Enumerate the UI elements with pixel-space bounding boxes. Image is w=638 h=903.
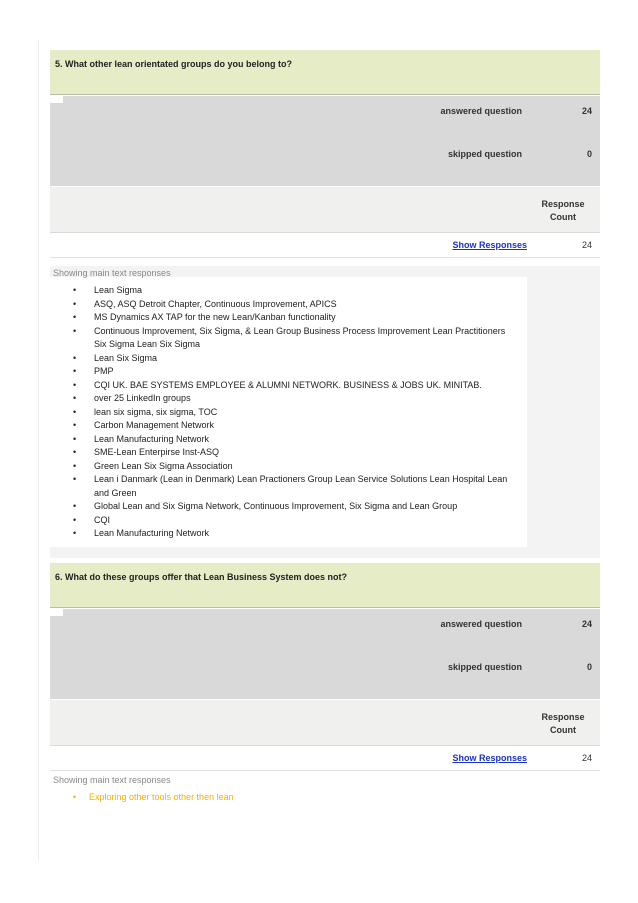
q6-title: 6. What do these groups offer that Lean Business System does not? [55,572,348,582]
list-item: • Continuous Improvement, Six Sigma, & Lean Group Business Process Improvement Lean Practitioners Six Sigma Lean Six Sigma [54,325,514,352]
list-item: • Lean Manufacturing Network [54,433,514,447]
q6-skipped-value: 0 [586,662,592,672]
q6-answered-value: 24 [581,619,592,629]
list-item: • SME-Lean Enterpirse Inst-ASQ [54,446,514,460]
list-item: • Lean Sigma [54,284,514,298]
list-item: • over 25 LinkedIn groups [54,392,514,406]
q5-show-responses-row [50,234,600,258]
q6-stats-panel [50,609,600,699]
list-item: • Exploring other tools other then lean [54,791,234,805]
q6-show-responses-link[interactable]: Show Responses [452,753,527,763]
list-item: • Carbon Management Network [54,419,514,433]
q5-title: 5. What other lean orientated groups do you belong to? [55,59,293,69]
q5-response-count-header [50,187,600,233]
q6-skipped-label: skipped question [447,662,522,672]
list-item: • Lean Manufacturing Network [54,527,514,541]
q6-response-list [54,791,234,805]
q6-response-count-label: Response Count [541,712,585,735]
q6-header [50,563,600,608]
q5-stats-panel [50,96,600,186]
q5-response-count: 24 [581,240,592,250]
q6-answered-label: answered question [440,619,522,629]
q5-answered-label: answered question [440,106,522,116]
q5-header [50,50,600,95]
list-item: • ASQ, ASQ Detroit Chapter, Continuous Improvement, APICS [54,298,514,312]
q5-skipped-label: skipped question [447,149,522,159]
list-item: • PMP [54,365,514,379]
q6-showing-label: Showing main text responses [53,775,171,785]
q5-response-count-label: Response Count [541,199,585,222]
q6-show-responses-row [50,747,600,771]
q5-skipped-value: 0 [586,149,592,159]
q6-response-count: 24 [581,753,592,763]
list-item: • MS Dynamics AX TAP for the new Lean/Kanban functionality [54,311,514,325]
list-item: • CQI [54,514,514,528]
page-left-rule [38,40,39,860]
q5-showing-label: Showing main text responses [53,268,171,278]
list-item: • Lean Six Sigma [54,352,514,366]
q5-answered-value: 24 [581,106,592,116]
q5-response-list [54,284,514,541]
list-item: • Lean i Danmark (Lean in Denmark) Lean Practioners Group Lean Service Solutions Lean Hospital Lean and Green [54,473,514,500]
list-item: • Green Lean Six Sigma Association [54,460,514,474]
q6-response-count-header [50,700,600,746]
q5-show-responses-link[interactable]: Show Responses [452,240,527,250]
list-item: • Global Lean and Six Sigma Network, Continuous Improvement, Six Sigma and Lean Group [54,500,514,514]
list-item: • lean six sigma, six sigma, TOC [54,406,514,420]
list-item: • CQI UK. BAE SYSTEMS EMPLOYEE & ALUMNI NETWORK. BUSINESS & JOBS UK. MINITAB. [54,379,514,393]
